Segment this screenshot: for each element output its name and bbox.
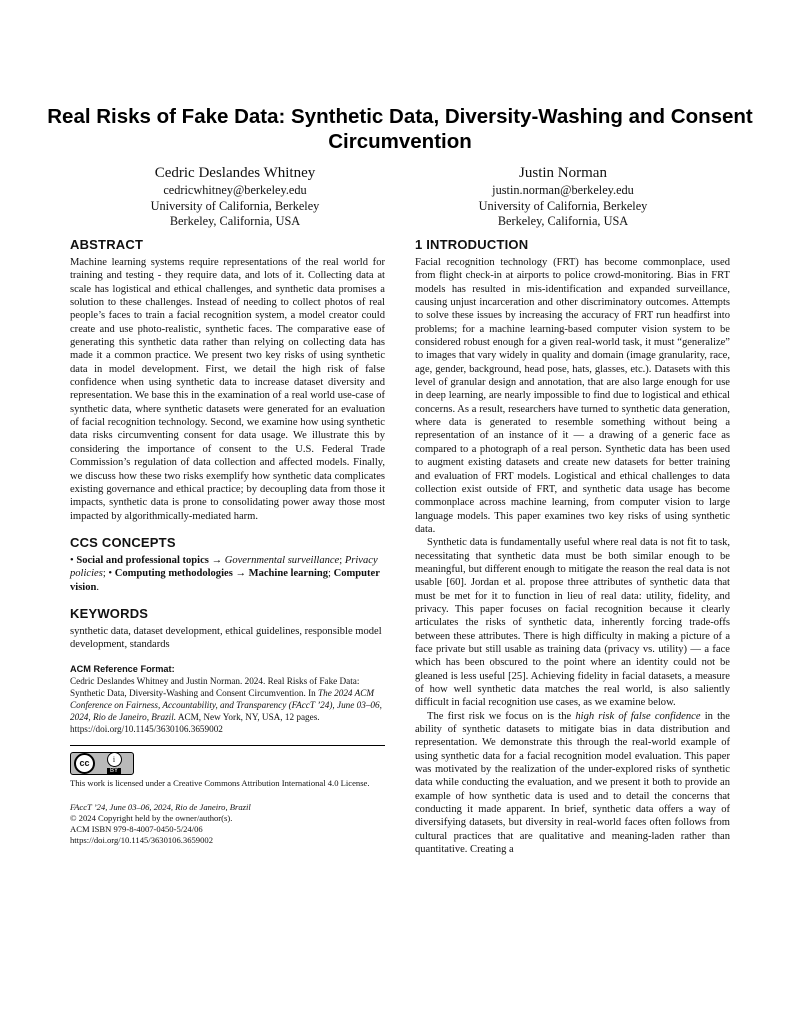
- abstract-heading: ABSTRACT: [70, 237, 144, 252]
- intro-heading: 1 INTRODUCTION: [415, 237, 529, 252]
- intro-paragraph: Facial recognition technology (FRT) has become commonplace, used from flight check-in at airports to police crowd-monitoring. Bias in FRT models has resulted in mis-identification and expanded surveillance, causing unjust incarceration and other discriminatory outcomes. Attempts to solve these issues by increasing the accuracy of FRT run headfirst into problems; for a machine learning-based computer vision system to be considered robust enough for a given real-world task, it must “generalize” to images that vary widely in quality and domain (image granularity, race, age, gender, background, head pose, hats, glasses, etc.). Datasets with this level of granular design and annotation, that are also large enough for use in deep learning, are nearly impossible to find due to logistical and ethical concerns. As a result, researchers have turned to synthetic data generation, where data is generated to resemble something without being a representation of an instance of it — a drawing of a generic face as compared to a photograph of a real person. Synthetic data has been used to augment existing datasets and create new datasets for better training and evaluation of FRT models. Logistical and ethical challenges to data collection exist outside of FRT, and synthetic data usage has become commonplace across machine learning, from computer vision to large language models. This paper examines two key risks of using synthetic data.: [415, 257, 730, 535]
- intro-paragraph: The first risk we focus on is the high risk of false confidence in the ability of synthetic datasets to mitigate bias in data distribution and representation. We demonstrate this through the real-world example of using synthetic data for a facial recognition model evaluation. This paper was motivated by the realization of the under-explored risks of synthetic data while conducting the evaluation, and we present it both to provide an example of how synthetic data is used and to detail the concerns that conducting it made apparent. In brief, synthetic data offers a way of diversifying datasets, but diversity in real-world faces often follows from cultural practices that are qualitative and meaning-laden rather than quantitative. Creating a: [415, 710, 730, 856]
- cc-license-icon: [70, 752, 134, 775]
- by-label: BY: [107, 768, 121, 774]
- right-column: [415, 237, 730, 856]
- author-email: cedricwhitney@berkeley.edu: [163, 183, 307, 197]
- keywords-heading: KEYWORDS: [70, 605, 149, 621]
- ccs-heading: CCS CONCEPTS: [70, 534, 176, 550]
- author-email: justin.norman@berkeley.edu: [492, 183, 634, 197]
- left-column: [70, 237, 385, 846]
- footer-block: [70, 802, 385, 846]
- author-name: Cedric Deslandes Whitney: [154, 165, 316, 181]
- abstract-text: Machine learning systems require representations of the real world for training and testing - they require data, and lots of it. Collecting data at scale has logistical and ethical challenges, and synthetic data promises a solution to these challenges. Instead of needing to collect photos of real people’s faces to train a facial recognition system, a model creator could create and use photo-realistic, synthetic faces. The comparative ease of generating this synthetic data rather than relying on collecting data has made it a common practice. We present two key risks of using synthetic data in model development. First, we detail the high risk of false confidence when using synthetic data to increase dataset diversity and representation. We base this in the examination of a real world use-case of synthetic data, where synthetic datasets were generated for an evaluation of facial recognition technology. Second, we examine how using synthetic data risks circumventing consent for data usage. We illustrate this by considering the importance of consent to the U.S. Federal Trade Commission’s regulation of data collection and affected models. Finally, we discuss how these two risks exemplify how synthetic data complicates existing governance and ethical practice; by decoupling data from those it impacts, synthetic data is prone to consolidating power away those most impacted by algorithmically-mediated harm.: [70, 257, 385, 522]
- license-text: This work is licensed under a Creative Commons Attribution International 4.0 License.: [70, 777, 370, 788]
- author-location: Berkeley, California, USA: [497, 214, 629, 228]
- author-name: Justin Norman: [519, 165, 607, 181]
- paper-title: Real Risks of Fake Data: Synthetic Data, Diversity-Washing and Consent Circumvention: [47, 105, 753, 153]
- cc-icon: cc: [74, 753, 95, 774]
- intro-paragraph: Synthetic data is fundamentally useful where real data is not fit to task, necessitating that synthetic data must be both similar enough to be meaningful, but different enough to mitigate the reason the real data is not usable [60]. Jordan et al. propose three attributes of synthetic data that must be met for it to function in lieu of real data: utility, fidelity, and privacy. This paper focuses on facial recognition because it clearly articulates the risks of synthetic data, inherently forcing trade-offs between these attributes. There is high difficulty in making a picture of a face private but still usable as training data (privacy vs. utility) — a face which has been obscured to the point where an identity could not be gleaned is less useful [25]. Achieving fidelity in facial datasets, a measure of how well synthetic data matches the real world, is also saliently difficult in facial recognition use cases, as we examine below.: [415, 537, 730, 709]
- footer-conference: FAccT ’24, June 03–06, 2024, Rio de Janeiro, Brazil: [70, 801, 251, 812]
- author-block: [70, 164, 400, 230]
- author-affiliation: University of California, Berkeley: [150, 198, 320, 213]
- footer-copyright: © 2024 Copyright held by the owner/author(s).: [70, 812, 233, 823]
- person-icon: i: [107, 752, 122, 767]
- acm-reference-text: Cedric Deslandes Whitney and Justin Norman. 2024. Real Risks of Fake Data: Synthetic Data, Diversity-Washing and Consent Circumvention. In The 2024 ACM Conference on Fairness, Accountability, and Transparency (FAccT ’24), June 03–06, 2024, Rio de Janeiro, Brazil. ACM, New York, NY, USA, 12 pages. https://doi.org/10.1145/3630106.3659002: [70, 675, 382, 734]
- footer-isbn: ACM ISBN 979-8-4007-0450-5/24/06: [70, 823, 203, 834]
- author-location: Berkeley, California, USA: [169, 214, 301, 228]
- footer-doi: https://doi.org/10.1145/3630106.3659002: [70, 834, 213, 845]
- acm-reference-heading: ACM Reference Format:: [70, 663, 175, 674]
- keywords-text: synthetic data, dataset development, ethical guidelines, responsible model development, standards: [70, 625, 382, 651]
- author-affiliation: University of California, Berkeley: [478, 198, 648, 213]
- ccs-concepts: • Social and professional topics → Governmental surveillance; Privacy policies; • Computing methodologies → Machine learning; Computer vision.: [70, 554, 380, 593]
- author-block: [398, 164, 728, 230]
- divider: [70, 745, 385, 746]
